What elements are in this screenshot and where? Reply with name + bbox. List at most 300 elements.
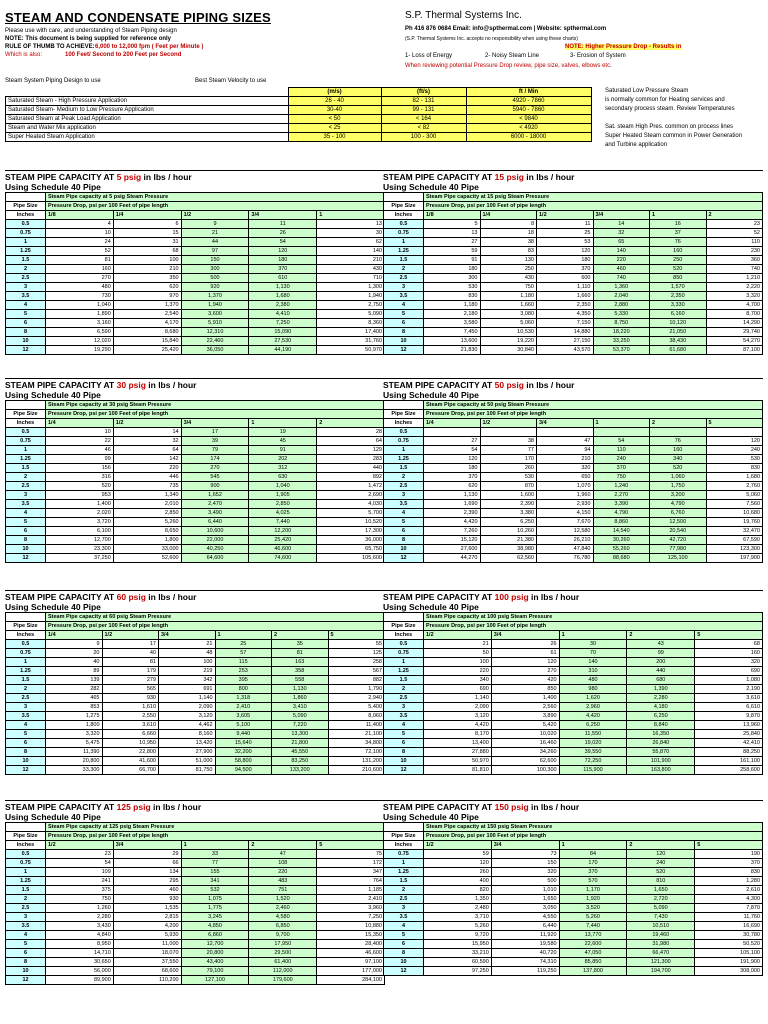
pressure-drop-value: 1 [559,841,627,850]
table-row [384,274,763,283]
capacity-cell: 60,590 [424,958,492,967]
capacity-cell: 1,260 [46,904,114,913]
table-row [6,877,385,886]
ideal-value: 100 Feet/ Second to 200 Feet per Second [65,52,182,58]
pipe-size-cell: 0.5 [384,220,424,229]
capacity-cell: 179 [102,667,159,676]
capacity-cell: 22,460 [181,337,249,346]
pipe-size-cell: 3.5 [384,712,424,721]
capacity-cell: 67,590 [706,536,763,545]
capacity-cell: 83,250 [272,757,329,766]
capacity-cell: 8,360 [317,319,385,328]
capacity-cell: 89,900 [46,976,114,985]
table-row [384,940,763,949]
capacity-cell: 520 [650,464,707,473]
pipe-size-cell: 4 [384,922,424,931]
velocity-header-ms: (m/s) [288,88,381,97]
capacity-cell: 953 [46,491,114,500]
capacity-cell: 430 [480,274,537,283]
pipe-size-cell: 1 [384,859,424,868]
rule-value: 6,000 to 12,000 fpm ( Feet per Minute ) [95,44,204,50]
capacity-cell: 3,710 [424,913,492,922]
capacity-cell: 105,100 [695,949,763,958]
capacity-cell: 3,330 [650,301,707,310]
section-subtitle: Using Schedule 40 Pipe [5,812,101,822]
capacity-cell: 110,200 [113,976,181,985]
table-row [6,301,385,310]
capacity-cell: 980 [559,685,627,694]
capacity-cell: 5,260 [559,913,627,922]
capacity-cell: 20,800 [181,949,249,958]
capacity-cell: 1,860 [272,694,329,703]
capacity-cell: 172 [317,859,385,868]
capacity-cell: 1,680 [249,292,317,301]
capacity-cell: 3,720 [46,518,114,527]
pressure-value: 125 psig [116,802,151,812]
title-prefix: STEAM PIPE CAPACITY AT [383,380,495,390]
capacity-cell: 97 [181,247,249,256]
capacity-cell: 920 [181,283,249,292]
table-row [384,895,763,904]
capacity-cell: 1,130 [249,283,317,292]
velocity-ms-cell: 35 - 100 [288,133,381,142]
pipe-size-cell: 1.25 [6,247,46,256]
velocity-ms-cell: 26 - 40 [288,97,381,106]
section-title [5,378,385,390]
capacity-cell: 9 [181,220,249,229]
capacity-cell: 76 [650,437,707,446]
capacity-cell: 26,210 [537,536,594,545]
pipe-size-cell: 0.75 [384,229,424,238]
capacity-cell: 68,600 [113,967,181,976]
capacity-cell: 139 [46,676,103,685]
pressure-drop-value: 2 [706,211,763,220]
capacity-cell: 520 [46,482,114,491]
capacity-cell: 41,600 [102,757,159,766]
pipe-size-cell: 1.25 [6,667,46,676]
capacity-cell: 163,800 [627,766,695,775]
table-row [384,509,763,518]
pipe-size-cell: 0.75 [6,437,46,446]
pipe-size-label: Pipe Size [6,202,46,211]
capacity-cell: 1,280 [695,877,763,886]
capacity-cell: 2,390 [480,500,537,509]
pipe-size-cell: 1 [6,868,46,877]
pipe-size-cell: 3.5 [6,712,46,721]
pipe-size-cell: 2 [6,265,46,274]
capacity-cell: 1,010 [491,886,559,895]
table-row [6,229,385,238]
capacity-cell: 97,100 [317,958,385,967]
pipe-size-cell: 6 [384,739,424,748]
capacity-cell: 25,420 [249,536,317,545]
inches-label: Inches [6,631,46,640]
table-row [384,310,763,319]
capacity-cell: 21 [181,229,249,238]
capacity-cell: 3,610 [102,721,159,730]
capacity-cell: 68 [113,247,181,256]
capacity-cell: 2,280 [46,913,114,922]
pipe-size-cell: 5 [384,931,424,940]
capacity-cell: 8,650 [113,527,181,536]
table-row [6,527,385,536]
capacity-cell: 420 [491,676,559,685]
table-row [6,346,385,355]
capacity-cell: 5,475 [46,739,103,748]
capacity-cell: 25,420 [113,346,181,355]
capacity-cell: 210 [537,455,594,464]
capacity-cell: 3,245 [181,913,249,922]
title-suffix: in lbs / hour [523,172,575,182]
inches-label: Inches [6,211,46,220]
capacity-cell: 2,470 [181,500,249,509]
capacity-cell: 81,750 [159,766,216,775]
capacity-label: Steam Pipe capacity at 15 psig Steam Pressure [424,193,763,202]
corner-cell [384,193,424,202]
table-row [384,292,763,301]
pipe-size-cell: 12 [6,554,46,563]
capacity-cell: 19,020 [559,739,627,748]
capacity-cell: 8,950 [46,940,114,949]
capacity-cell: 1,130 [424,491,481,500]
capacity-cell: 13,420 [159,739,216,748]
capacity-cell: 1,660 [480,301,537,310]
capacity-cell: 15,120 [424,536,481,545]
pressure-drop-value: 1 [317,211,385,220]
pipe-size-cell: 3 [384,283,424,292]
capacity-cell: 32 [113,437,181,446]
table-row [384,247,763,256]
capacity-cell: 10,680 [706,509,763,518]
table-row [384,868,763,877]
capacity-cell: 40,250 [181,545,249,554]
capacity-cell: 131,200 [328,757,385,766]
capacity-cell: 1,775 [181,904,249,913]
capacity-cell: 81 [272,649,329,658]
pressure-drop-value: 5 [328,631,385,640]
title-prefix: STEAM PIPE CAPACITY AT [383,802,495,812]
capacity-cell: 3,380 [480,509,537,518]
corner-cell [384,823,424,832]
table-row [384,877,763,886]
capacity-cell: 31,980 [627,940,695,949]
capacity-cell: 94,500 [215,766,272,775]
capacity-cell: 190 [695,850,763,859]
capacity-cell: 22 [46,437,114,446]
pressure-drop-value: 2 [317,419,385,428]
table-row [384,904,763,913]
capacity-cell: 97,250 [424,967,492,976]
capacity-cell: 51,000 [159,757,216,766]
capacity-cell: 59 [424,850,492,859]
capacity-cell: 47,840 [537,545,594,554]
capacity-cell: 64 [317,437,385,446]
capacity-cell: 37 [650,229,707,238]
capacity-section [5,590,385,775]
table-row [384,922,763,931]
capacity-cell: 520 [650,265,707,274]
capacity-cell: 210,600 [328,766,385,775]
capacity-cell: 77,980 [650,545,707,554]
table-row [6,536,385,545]
pipe-size-cell: 2.5 [6,694,46,703]
table-row [6,913,385,922]
capacity-cell: 1,690 [424,500,481,509]
capacity-cell: 191,900 [695,958,763,967]
capacity-cell: 120 [491,658,559,667]
capacity-section [5,800,385,985]
pressure-drop-value: 1/8 [424,211,481,220]
table-row [6,428,385,437]
table-row [6,482,385,491]
capacity-cell: 7,150 [537,319,594,328]
capacity-cell: 10,510 [627,922,695,931]
velocity-fpm-cell: 5940 - 7860 [466,106,591,115]
capacity-cell: 127,100 [181,976,249,985]
pipe-size-cell: 6 [6,949,46,958]
pipe-size-cell: 0.5 [6,428,46,437]
capacity-cell: 500 [491,877,559,886]
capacity-cell: 1,800 [113,536,181,545]
capacity-cell: 19,760 [706,518,763,527]
section-subtitle: Using Schedule 40 Pipe [383,602,479,612]
capacity-cell: 16,690 [695,922,763,931]
capacity-cell: 1,140 [424,694,492,703]
capacity-cell: 38,430 [650,337,707,346]
capacity-cell: 4,462 [159,721,216,730]
capacity-cell: 100 [159,658,216,667]
pipe-size-cell: 6 [6,319,46,328]
capacity-cell: 2,410 [317,895,385,904]
pipe-size-cell: 0.75 [6,229,46,238]
velocity-fpm-cell: < 4920 [466,124,591,133]
capacity-cell [593,428,650,437]
capacity-cell: 260 [480,464,537,473]
capacity-cell: 530 [424,283,481,292]
capacity-cell: 270 [181,464,249,473]
capacity-cell: 5,420 [491,721,559,730]
section-subtitle: Using Schedule 40 Pipe [383,390,479,400]
capacity-cell: 31,760 [317,337,385,346]
capacity-cell: 11,390 [46,748,103,757]
capacity-cell: 730 [46,292,114,301]
table-row [384,859,763,868]
capacity-cell: 61,680 [650,346,707,355]
capacity-cell: 50,520 [695,940,763,949]
capacity-cell: 1,535 [113,904,181,913]
capacity-cell: 1,360 [593,283,650,292]
design-label: Steam System Piping Design to use [5,78,101,84]
table-row [6,739,385,748]
capacity-cell: 9 [46,640,103,649]
capacity-cell: 1,790 [328,685,385,694]
pipe-size-cell: 1.5 [384,464,424,473]
capacity-cell: 34,800 [328,739,385,748]
pipe-size-cell: 2.5 [6,274,46,283]
pressure-drop-label: Pressure Drop, psi per 100 Feet of pipe length [46,832,385,841]
capacity-cell: 4,030 [317,500,385,509]
capacity-cell: 43 [627,640,695,649]
capacity-section [383,800,763,976]
document-header [5,0,763,170]
table-row [6,904,385,913]
table-row [6,850,385,859]
capacity-cell: 99 [46,455,114,464]
capacity-cell: 21 [424,640,492,649]
pipe-size-cell: 3 [384,491,424,500]
pressure-drop-value: 2 [272,631,329,640]
table-row [384,328,763,337]
pipe-size-cell: 0.75 [384,649,424,658]
capacity-cell: 18,220 [593,328,650,337]
capacity-cell: 1,940 [317,292,385,301]
capacity-label: Steam Pipe capacity at 50 psig Steam Pressure [424,401,763,410]
capacity-cell: 155 [181,868,249,877]
title-suffix: in lbs / hour [141,172,192,182]
capacity-cell: 210 [113,265,181,274]
pipe-size-cell: 4 [384,721,424,730]
capacity-cell: 690 [424,685,492,694]
capacity-cell: 882 [328,676,385,685]
capacity-cell: 29,500 [249,949,317,958]
capacity-label: Steam Pipe capacity at 60 psig Steam Pressure [46,613,385,622]
capacity-cell: 820 [424,886,492,895]
capacity-cell: 7,450 [424,328,481,337]
capacity-cell: 37,250 [46,554,114,563]
table-row [384,766,763,775]
capacity-cell: 4,840 [46,931,114,940]
capacity-cell: 3,960 [317,904,385,913]
capacity-cell: 1,905 [249,491,317,500]
table-row [384,238,763,247]
capacity-cell: 13 [317,220,385,229]
capacity-cell: 33 [181,850,249,859]
pipe-size-cell: 3 [384,904,424,913]
capacity-cell: 3,410 [272,703,329,712]
capacity-cell: 10,120 [650,319,707,328]
capacity-cell: 79 [181,446,249,455]
table-row [384,536,763,545]
pipe-size-cell: 2 [384,685,424,694]
capacity-cell: 2,940 [328,694,385,703]
capacity-cell: 11 [249,220,317,229]
capacity-cell: 4,790 [593,509,650,518]
capacity-cell: 112,000 [249,967,317,976]
capacity-cell: 1,920 [559,895,627,904]
capacity-cell: 81,810 [424,766,492,775]
pipe-size-cell: 2.5 [384,482,424,491]
capacity-cell: 30 [317,229,385,238]
capacity-cell: 19,580 [491,940,559,949]
capacity-cell: 72,100 [328,748,385,757]
capacity-cell: 125,100 [650,554,707,563]
pipe-size-cell: 5 [6,518,46,527]
capacity-cell: 8,680 [113,328,181,337]
pipe-size-cell: 12 [384,967,424,976]
capacity-cell: 14 [593,220,650,229]
section-subtitle: Using Schedule 40 Pipe [383,182,479,192]
capacity-cell: 1,960 [537,491,594,500]
table-row [384,913,763,922]
capacity-cell: 7,220 [272,721,329,730]
capacity-cell: 43,570 [537,346,594,355]
pressure-drop-value: 1/4 [46,419,114,428]
pipe-size-cell: 3.5 [384,292,424,301]
capacity-cell: 4,580 [249,913,317,922]
capacity-cell: 620 [424,482,481,491]
capacity-cell: 66,700 [102,766,159,775]
capacity-cell: 10,020 [491,730,559,739]
capacity-cell: 25,840 [695,730,763,739]
capacity-cell: 25 [215,640,272,649]
capacity-cell: 220 [113,464,181,473]
capacity-cell: 8,060 [328,712,385,721]
capacity-cell: 370 [559,868,627,877]
capacity-cell: 194,700 [627,967,695,976]
capacity-cell: 12,580 [537,527,594,536]
capacity-cell: 810 [627,877,695,886]
capacity-cell: 9,720 [424,931,492,940]
table-row [384,518,763,527]
capacity-cell: 3,605 [215,712,272,721]
pressure-drop-value: 1/4 [480,211,537,220]
capacity-label: Steam Pipe capacity at 5 psig Steam Pressure [46,193,385,202]
pressure-drop-value: 3/4 [491,841,559,850]
capacity-label: Steam Pipe capacity at 30 psig Steam Pressure [46,401,385,410]
capacity-cell: 76 [650,238,707,247]
velocity-fpm-cell: < 9840 [466,115,591,124]
capacity-cell: 32,200 [215,748,272,757]
capacity-cell: 18,070 [113,949,181,958]
pipe-size-cell: 1.5 [384,877,424,886]
capacity-cell: 42,720 [650,536,707,545]
table-row [6,337,385,346]
capacity-cell: 350 [113,274,181,283]
capacity-cell: 26 [491,640,559,649]
capacity-cell: 1,400 [46,500,114,509]
capacity-cell: 50 [424,649,492,658]
capacity-cell: 2,220 [706,283,763,292]
capacity-cell: 21,830 [424,346,481,355]
capacity-cell: 5,930 [113,931,181,940]
capacity-cell: 1,350 [424,895,492,904]
capacity-cell: 59 [424,247,481,256]
pipe-size-cell: 8 [384,949,424,958]
capacity-cell: 47,050 [559,949,627,958]
pipe-size-cell: 4 [6,301,46,310]
capacity-cell: 465 [46,694,103,703]
title-prefix: STEAM PIPE CAPACITY AT [5,172,117,182]
capacity-cell: 2,720 [627,895,695,904]
table-row [6,712,385,721]
capacity-cell: 3,320 [46,730,103,739]
pressure-drop-label: Pressure Drop, psi per 100 Feet of pipe length [46,410,385,419]
pipe-size-cell: 2 [6,473,46,482]
company-name: S.P. Thermal Systems Inc. [405,10,522,21]
capacity-cell: 1,060 [650,473,707,482]
capacity-cell: 120 [424,455,481,464]
capacity-cell: 43,400 [181,958,249,967]
capacity-cell: 12,700 [46,536,114,545]
pipe-size-cell: 0.5 [384,640,424,649]
table-row [6,310,385,319]
capacity-cell: 1,750 [650,482,707,491]
table-row [384,464,763,473]
capacity-cell: 650 [537,473,594,482]
note-line-2: NOTE: This document is being supplied for reference only [5,36,172,42]
table-row [6,976,385,985]
capacity-cell: 33,210 [424,949,492,958]
